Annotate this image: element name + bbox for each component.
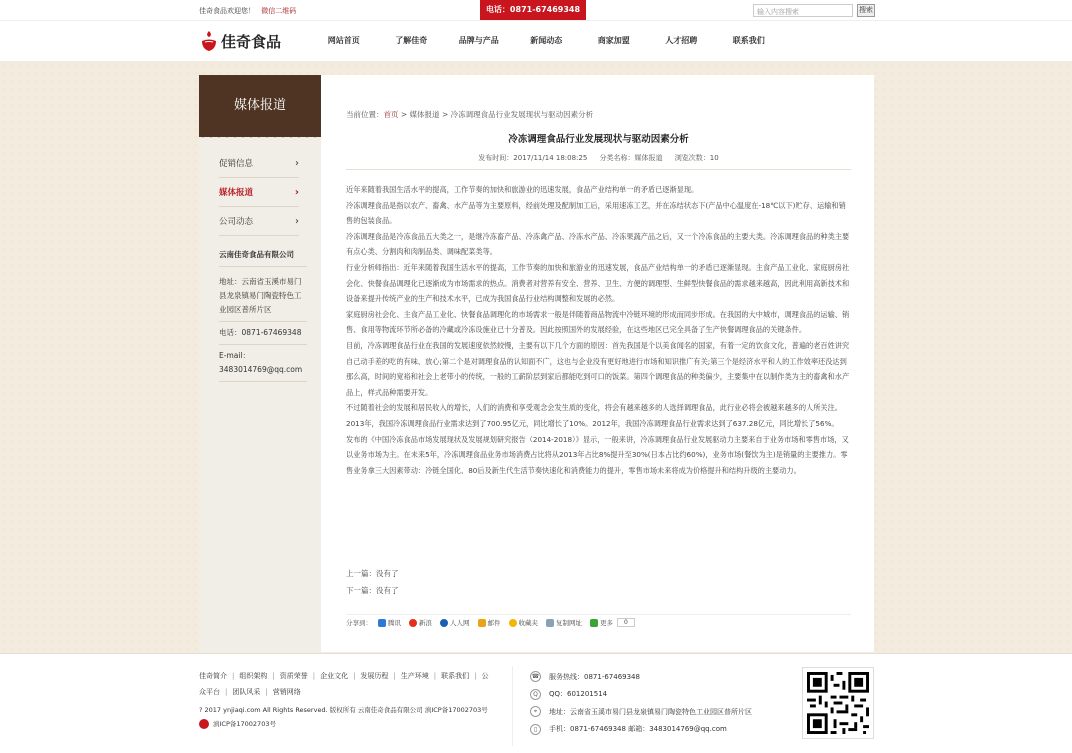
footer-link-team[interactable]: 团队风采 [232, 688, 261, 696]
footer-links [199, 668, 489, 700]
main-nav [310, 21, 783, 61]
breadcrumb-section[interactable]: 媒体报道 [409, 110, 440, 119]
breadcrumb-sep: > [439, 110, 451, 119]
nav-about[interactable]: 了解佳奇 [395, 36, 428, 45]
search-input[interactable]: 输入内容搜索 [753, 4, 853, 17]
paragraph: 2013年，我国冷冻调理食品行业需求达到了700.95亿元，同比增长了10%。2012年，我国冷冻调理食品行业需求达到了637.28亿元，同比增长了56%。 [346, 418, 839, 428]
breadcrumb [346, 109, 593, 120]
sidebar-item-promotions[interactable] [219, 149, 299, 178]
share-email-button[interactable] [478, 618, 501, 627]
icp-text: 滇ICP备17002703号 [213, 720, 276, 728]
share-sina-button[interactable] [409, 618, 432, 627]
footer-separator: | [353, 672, 356, 680]
sidebar-title: 媒体报道 [199, 75, 321, 137]
contact-text: 地址：云南省玉溪市易门县龙泉镇易门陶瓷特色工业园区普所片区 [549, 707, 752, 716]
nav-news[interactable]: 新闻动态 [530, 36, 563, 45]
welcome-text [199, 6, 296, 16]
footer-separator: | [232, 672, 235, 680]
footer-link-structure[interactable]: 组织架构 [239, 672, 268, 680]
footer-link-culture[interactable]: 企业文化 [320, 672, 349, 680]
tencent-icon [378, 619, 386, 627]
share-favorites-button[interactable] [509, 618, 539, 627]
share-item-label: 腾讯 [388, 619, 401, 627]
qr-code-icon [807, 672, 869, 734]
logo-text: 佳奇食品 [221, 32, 282, 51]
email-label: E-mail： [219, 351, 251, 360]
share-label: 分享到： [346, 619, 372, 627]
share-renren-button[interactable] [440, 618, 470, 627]
mobile-icon: ▯ [530, 724, 541, 735]
category-name: 分类名称：媒体报道 [599, 154, 663, 162]
paragraph: 不过随着社会的发展和居民收入的增长，人们的消费和享受观念会发生质的变化，将会有越来越多的人选择调理食品，此行业必将会被越来越多的人所关注。 [346, 403, 842, 413]
footer-copyright-block [199, 703, 499, 731]
share-bar [346, 614, 851, 627]
chevron-right-icon: › [295, 157, 299, 169]
nav-brands-products[interactable]: 品牌与产品 [458, 36, 499, 45]
sidebar-item-label: 促销信息 [219, 159, 254, 169]
nav-home[interactable]: 网站首页 [327, 36, 360, 45]
chevron-right-icon: › [295, 215, 299, 227]
footer-link-intro[interactable]: 佳奇简介 [199, 672, 227, 680]
sidebar-item-media[interactable] [219, 178, 299, 207]
contact-address [530, 703, 752, 721]
mail-icon [478, 619, 486, 627]
view-count: 浏览次数：10 [674, 154, 719, 162]
divider [346, 169, 851, 170]
article-meta [346, 153, 851, 163]
share-item-label: 更多 [600, 619, 613, 627]
top-bar [0, 0, 1072, 21]
share-item-label: 邮件 [487, 619, 501, 627]
contact-text: 服务热线：0871-67469348 [549, 672, 640, 681]
welcome-label: 佳奇食品欢迎您！ [199, 7, 255, 15]
share-item-label: 复制网址 [556, 619, 582, 627]
paragraph: 行业分析师指出：近年来随着我国生活水平的提高，工作节奏的加快和旅游业的迅速发展，食品产业结构单一的矛盾已逐渐显现。主食产品工业化、家庭厨房社会化、快餐食品调理化已逐渐成为市场需求的热点。消费者对营养有安全、营养、卫生、方便的调理型、生鲜型快餐食品的需求越来越高，因此利用高新技术和设备来提升传统产业的生产和技术水平，已成为我国食品行业结构调整和发展的必然。 [346, 262, 850, 304]
footer-link-public[interactable]: 公众平台 [199, 672, 489, 696]
company-phone: 电话：0871-67469348 [219, 326, 307, 345]
plus-icon [590, 619, 598, 627]
company-email [219, 349, 307, 382]
renren-icon [440, 619, 448, 627]
star-icon [509, 619, 517, 627]
share-copy-url-button[interactable] [546, 618, 582, 627]
paragraph: 发布的《中国冷冻食品市场发展现状及发展规划研究报告（2014-2018）》显示，一般来讲，冷冻调理食品行业发展驱动力主要来自于业务市场和零售市场，又以业务市场为主。在未来5年，冷冻调理食品业务市场消费占比将从2013年占比8%提升至30%(日本占比约60%)，业务市场(餐饮为主)是销量的主要推力。零售业务拿三大因素带动：冷链全国化、80后及新生代生活节奏快速化和消费能力的提升，零售市场未来将成为价格提升和结构升级的主要动力。 [346, 434, 849, 475]
footer-separator: | [474, 672, 477, 680]
prev-next [346, 565, 399, 599]
main-container [199, 75, 874, 652]
next-article-link[interactable]: 下一篇：没有了 [346, 586, 399, 595]
sina-icon [409, 619, 417, 627]
sidebar [199, 75, 321, 652]
location-icon: ⌖ [530, 706, 541, 717]
icp-record [199, 717, 499, 731]
footer-link-contact[interactable]: 联系我们 [441, 672, 470, 680]
sidebar-menu [199, 149, 321, 236]
publish-time: 发布时间：2017/11/14 18:08:25 [478, 154, 588, 162]
share-tencent-button[interactable] [378, 618, 401, 627]
wechat-qr-link[interactable]: 微信二维码 [261, 7, 297, 15]
logo-icon [200, 30, 218, 52]
footer-divider [512, 666, 513, 746]
logo[interactable] [200, 28, 281, 54]
breadcrumb-prefix: 当前位置： [346, 110, 384, 119]
copyright-text: ? 2017 ynjiaqi.com All Rights Reserved. 版权所有 云南佳奇食品有限公司 滇ICP备17002703号 [199, 706, 488, 714]
paragraph: 家庭厨房社会化、主食产品工业化、快餐食品调理化的市场需求一般是伴随着商品物流中冷链环境的形成而同步形成。在我国的大中城市，调理食品的运输、销售、食用等物流环节所必备的冷藏或冷冻设施业已十分普及。因此按照国外的发展经验，在这些地区已完全具备了生产快餐调理食品的关键条件。 [346, 309, 850, 335]
contact-mobile [530, 721, 752, 739]
footer-separator: | [265, 688, 268, 696]
footer-separator: | [272, 672, 275, 680]
search-button[interactable]: 搜索 [857, 4, 875, 17]
article-title: 冷冻调理食品行业发展现状与驱动因素分析 [508, 134, 689, 145]
chevron-right-icon: › [294, 186, 299, 198]
sidebar-item-company-news[interactable] [219, 207, 299, 236]
nav-contact[interactable]: 联系我们 [732, 36, 765, 45]
share-item-label: 人人网 [450, 619, 470, 627]
phone-icon: ☎ [531, 673, 540, 681]
share-count: 0 [617, 618, 635, 627]
company-info [219, 248, 307, 382]
footer-separator: | [225, 688, 228, 696]
prev-article-link[interactable]: 上一篇：没有了 [346, 569, 399, 578]
email-value: 3483014769@qq.com [219, 365, 303, 374]
contact-hotline [530, 668, 752, 686]
footer-separator: | [433, 672, 437, 680]
breadcrumb-current: 冷冻调理食品行业发展现状与驱动因素分析 [450, 110, 594, 119]
contact-text: QQ：601201514 [549, 690, 608, 699]
footer-separator: | [393, 672, 396, 680]
paragraph: 目前，冷冻调理食品行业在我国的发展速度依然较慢，主要有以下几个方面的原因：首先我国是个以美食闻名的国家，有着一定的饮食文化，普遍的老百姓讲究自己动手差的吃的有味、放心;第二个是对调理食品的认知面不广，这也与企业没有更好地进行市场和知识推广有关;第三个是经济水平和人的工作效率还没达到那么高，时间的宽裕和社会上老带小的传统，一般的工薪阶层到家后都能吃到可口的饭菜。第四个调理食品的种类偏少，主要集中在以制作类为主的畜禽和水产品上，样式品种需要开发。 [346, 340, 850, 397]
article-body [346, 182, 851, 478]
nav-franchise[interactable]: 商家加盟 [597, 36, 630, 45]
footer [0, 653, 1072, 753]
footer-contact [530, 668, 752, 738]
breadcrumb-sep: > [398, 110, 410, 119]
share-more-button[interactable] [590, 618, 613, 627]
header [0, 21, 1072, 61]
contact-qq [530, 686, 752, 704]
qq-icon: Q [530, 689, 541, 700]
company-name: 云南佳奇食品有限公司 [219, 248, 307, 267]
footer-separator: | [312, 672, 316, 680]
paragraph: 冷冻调理食品是冷冻食品五大类之一，是继冷冻畜产品、冷冻禽产品、冷冻水产品、冷冻果蔬产品之后，又一个冷冻食品的主要大类。冷冻调理食品的种类主要有点心类、分割肉和肉制品类、调味配菜类等。 [346, 231, 850, 257]
footer-link-history[interactable]: 发展历程 [360, 672, 389, 680]
contact-text: 手机：0871-67469348 邮箱：3483014769@qq.com [549, 725, 727, 734]
breadcrumb-home[interactable]: 首页 [383, 110, 399, 119]
share-item-label: 收藏夹 [518, 619, 538, 627]
company-address: 地址：云南省玉溪市易门县龙泉镇易门陶瓷特色工业园区普所片区 [219, 275, 307, 322]
paragraph: 近年来随着我国生活水平的提高，工作节奏的加快和旅游业的迅速发展，食品产业结构单一的矛盾已逐渐显现。 [346, 185, 699, 194]
phone-banner: 电话：0871-67469348 [480, 0, 586, 20]
footer-link-network[interactable]: 营销网络 [272, 688, 301, 696]
wechat-qr-code [802, 667, 874, 739]
sidebar-item-label: 媒体报道 [219, 188, 254, 198]
share-item-label: 新浪 [419, 619, 432, 627]
copy-icon [546, 619, 554, 627]
nav-careers[interactable]: 人才招聘 [665, 36, 698, 45]
footer-link-honors[interactable]: 资质荣誉 [279, 672, 308, 680]
police-badge-icon [199, 719, 209, 729]
footer-link-environment[interactable]: 生产环境 [400, 672, 429, 680]
sidebar-item-label: 公司动态 [219, 217, 254, 227]
paragraph: 冷冻调理食品是指以农产、畜禽、水产品等为主要原料，经前处理及配制加工后，采用速冻工艺，并在冻结状态下(产品中心温度在-18℃以下)贮存、运输和销售的包装食品。 [346, 200, 846, 226]
